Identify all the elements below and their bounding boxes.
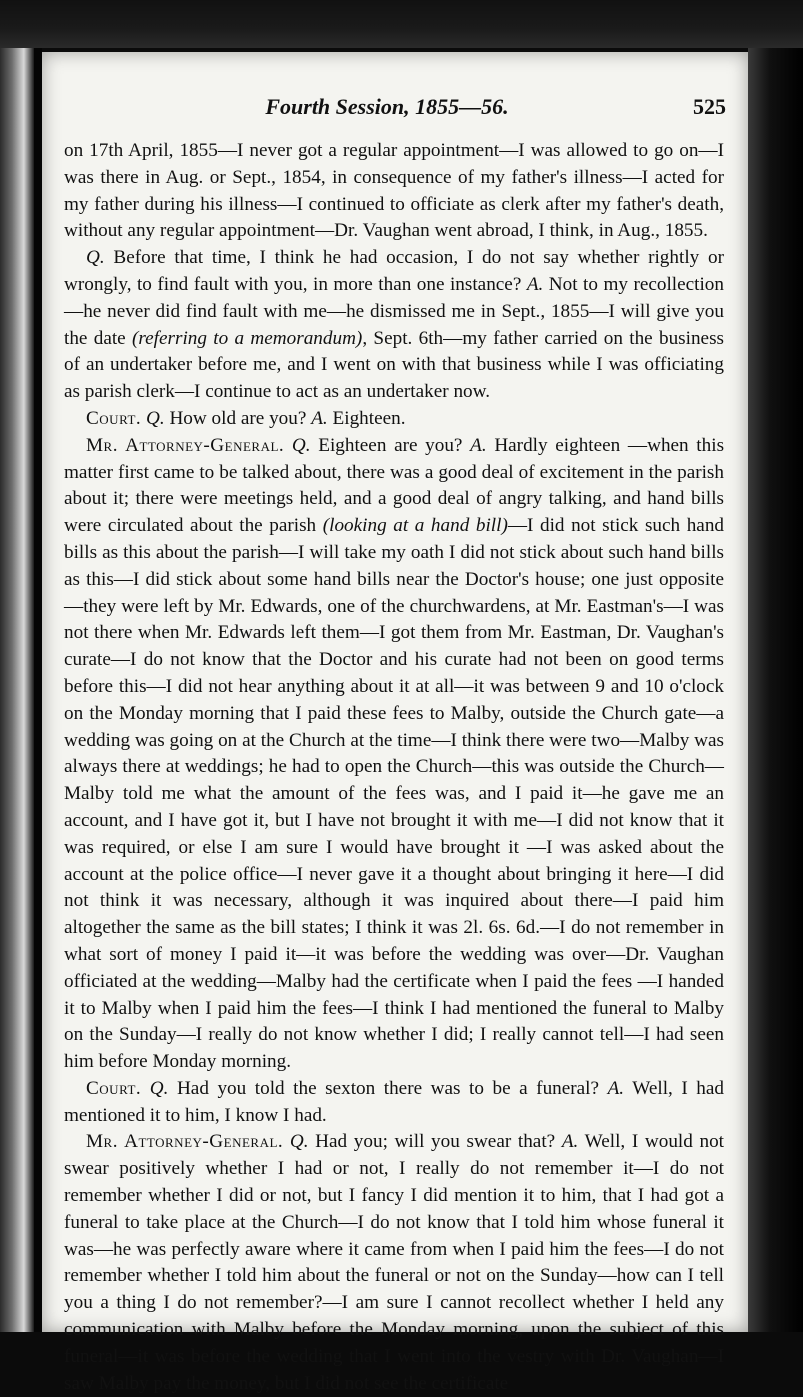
text-segment: Before that time, I think he had occasion, I do not say whether rightly or wrongly, to find fault with you, in more than one instance?: [64, 247, 724, 295]
page-number: 525: [693, 94, 726, 119]
text-segment: Not to my recollection—he never did find fault with me—he dismissed me in Sept., 1855—I will give you the date: [64, 273, 724, 349]
italic-text: (looking at a hand bill): [322, 515, 508, 537]
book-binding-edge: [0, 48, 34, 1332]
running-head: Fourth Session, 1855—56.: [265, 94, 509, 119]
paragraph: [64, 245, 724, 406]
scan-right-border: [748, 48, 803, 1332]
text-segment: [141, 1078, 150, 1099]
paragraph: [64, 1076, 724, 1130]
italic-text: A.: [311, 407, 328, 429]
speaker-label: Court.: [86, 1077, 142, 1099]
text-segment: on 17th April, 1855—I never got a regular appointment—I was allowed to go on—I was there in Aug. or Sept., 1854, in consequence of my father's illness—I acted for my father during his illness—I continued to officiate as clerk after my father's death, without any regular appointment—Dr. Vaughan went abroad, I think, in Aug., 1855.: [64, 140, 724, 242]
italic-text: Q.: [146, 407, 165, 429]
speaker-label: Mr. Attorney-General.: [86, 434, 285, 456]
text-segment: Hardly eighteen —when this matter first came to be talked about, there was a good deal of excitement in the parish about it; there were meetings held, and a good deal of angry talking, and hand bills were circulated about the parish: [64, 434, 725, 537]
page-header: [42, 94, 748, 130]
text-segment: Eighteen.: [327, 407, 406, 429]
italic-text: Q.: [289, 1131, 309, 1153]
text-segment: [283, 1131, 290, 1152]
text-segment: Had you told the sexton there was to be a funeral?: [168, 1077, 608, 1099]
text-segment: Well, I had mentioned it to him, I know I had.: [64, 1077, 725, 1126]
italic-text: Q.: [149, 1077, 169, 1099]
book-page: [42, 52, 748, 1394]
text-segment: [284, 435, 292, 456]
italic-text: Q.: [86, 247, 105, 269]
speaker-label: Court.: [86, 407, 142, 429]
text-segment: How old are you?: [164, 407, 312, 429]
italic-text: A.: [607, 1077, 625, 1099]
italic-text: A.: [526, 273, 544, 295]
italic-text: Q.: [291, 434, 311, 456]
paragraph: [64, 406, 724, 433]
scan-top-border: [0, 0, 803, 48]
text-segment: Had you; will you swear that?: [308, 1131, 562, 1153]
speaker-label: Mr. Attorney-General.: [86, 1131, 284, 1153]
paragraph: [64, 1129, 724, 1397]
paragraph: [64, 433, 724, 1076]
italic-text: (referring to a memorandum): [132, 327, 363, 349]
page-body: [64, 138, 724, 1397]
paragraph: [64, 138, 724, 245]
italic-text: A.: [470, 434, 487, 456]
text-segment: —I did not stick such hand bills as this about the parish—I will take my oath I did not stick about such hand bills as this—I did stick about some hand bills near the Doctor's house; one just opposite—they were left by Mr. Edwards, one of the churchwardens, at Mr. Eastman's—I was not there when Mr. Edwards left them—I got them from Mr. Eastman, Dr. Vaughan's curate—I do not know that the Doctor and his curate had not been on good terms before this—I did not hear anything about it at all—it was between 9 and 10 o'clock on the Monday morning that I paid these fees to Malby, outside the Church gate—a wedding was going on at the Church at the time—I think there were two—Malby was always there at weddings; he had to open the Church—this was outside the Church—Malby told me what the amount of the fees was, and I paid it—he gave me an account, and I have got it, but I have not brought it with me—I did not know that it was required, or else I am sure I would have brought it —I was asked about the account at the police office—I never gave it a thought about bringing it here—I did not think it was necessary, although it was inquired about there—I paid him altogether the same as the bill states; I think it was 2l. 6s. 6d.—I do not remember in what sort of money I paid it—it was before the wedding was over—Dr. Vaughan officiated at the wedding—Malby had the certificate when I paid the fees —I handed it to Malby when I paid him the fees—I think I had mentioned the funeral to Malby on the Sunday—I really do not know whether I did; I really cannot tell—I had seen him before Monday morning.: [64, 515, 725, 1073]
italic-text: A.: [561, 1131, 579, 1153]
text-segment: Eighteen are you?: [310, 434, 471, 456]
text-segment: , Sept. 6th—my father carried on the business of an undertaker before me, and I went on with that business while I was officiating as parish clerk—I continue to act as an undertaker now.: [64, 327, 725, 403]
page-gutter: [34, 48, 42, 1332]
text-segment: Well, I would not swear positively whether I had or not, I really do not remember it—I do not remember whether I did or not, but I fancy I did mention it to him, that I had got a funeral to take place at the Church—I do not know that I told him whose funeral it was—he was perfectly aware where it came from when I paid him the fees—I do not remember whether I told him about the funeral or not on the Sunday—how can I tell you a thing I do not remember?—I am sure I cannot recollect whether I held any communication with Malby before the Monday morning, upon the subject of this funeral—it was before the wedding that I went into the vestry with Dr. Vaughan—I saw Malby pay the money, but I did not see the certificate: [64, 1131, 725, 1394]
